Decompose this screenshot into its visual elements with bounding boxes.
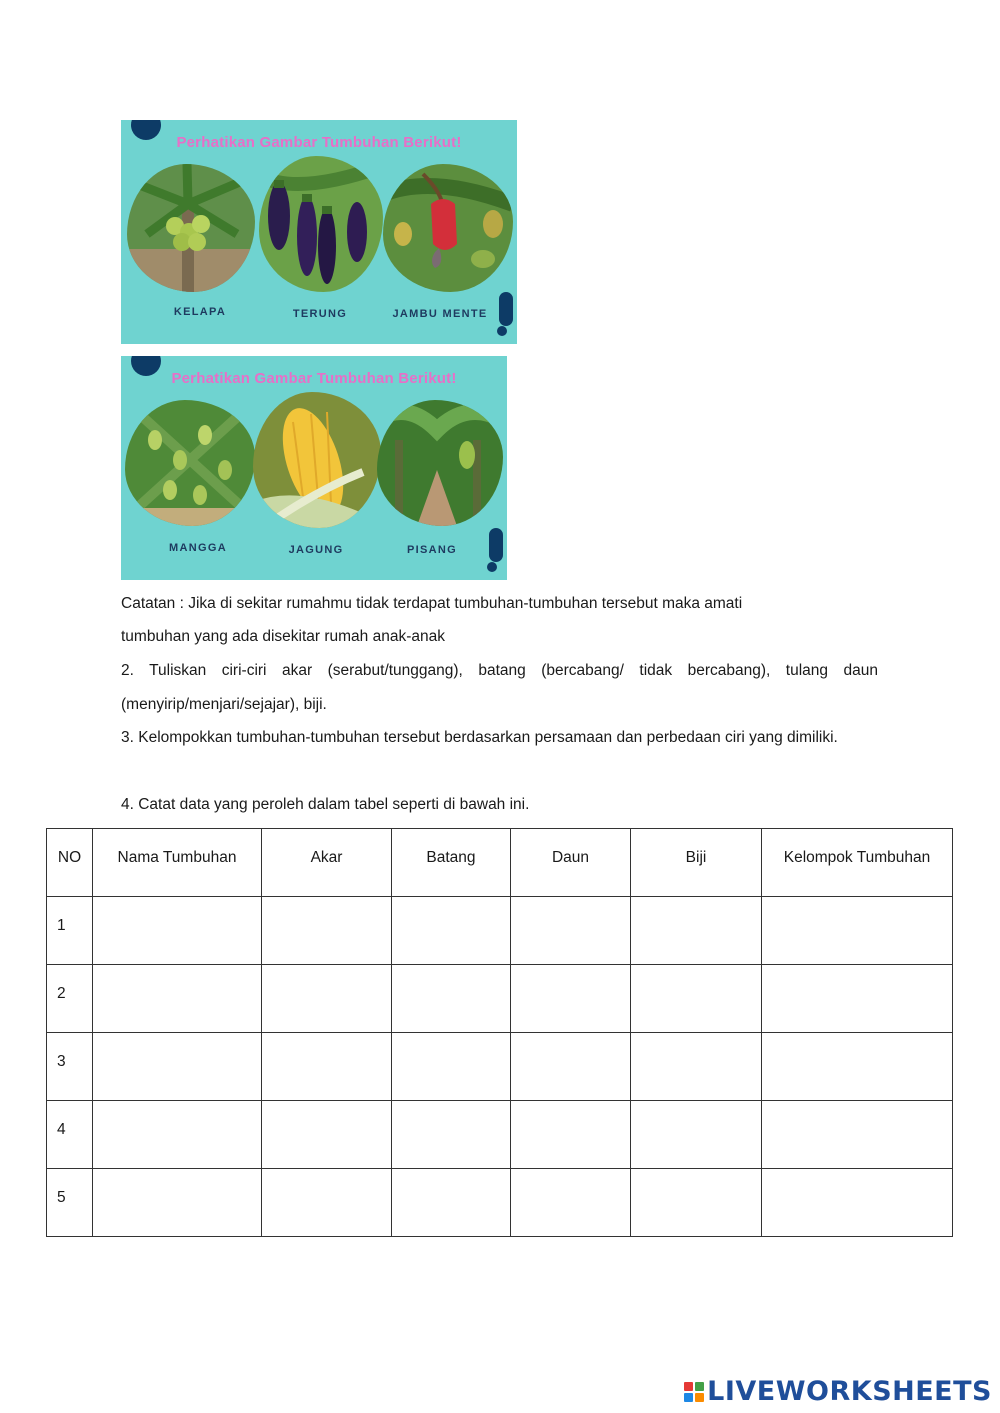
cell-daun[interactable] [511,897,631,965]
note-line-1: Catatan : Jika di sekitar rumahmu tidak terdapat tumbuhan-tumbuhan tersebut maka amati [121,595,743,612]
header-biji: Biji [631,829,762,897]
cell-batang[interactable] [392,1101,511,1169]
banana-photo [377,400,503,526]
plant-label: MANGGA [169,542,227,554]
cell-akar[interactable] [262,965,392,1033]
header-kelompok-tumbuhan: Kelompok Tumbuhan [762,829,953,897]
instruction-2: 2. Tuliskan ciri-ciri akar (serabut/tunggang), batang (bercabang/ tidak bercabang), tulang daun (menyirip/menjari/sejajar), biji. [121,662,878,713]
decor-shape [489,528,503,562]
table-row [47,897,953,965]
table-row [47,965,953,1033]
cell-batang[interactable] [392,965,511,1033]
logo-text: LIVEWORKSHEETS [707,1376,992,1407]
cell-biji[interactable] [631,1033,762,1101]
cell-daun[interactable] [511,965,631,1033]
cell-daun[interactable] [511,1169,631,1237]
cell-akar[interactable] [262,1033,392,1101]
cell-nama-tumbuhan[interactable] [93,1033,262,1101]
plant-label: TERUNG [292,308,348,320]
banner-title: Perhatikan Gambar Tumbuhan Berikut! [176,134,462,151]
plant-label: PISANG [407,544,457,556]
cell-akar[interactable] [262,897,392,965]
cell-nama-tumbuhan[interactable] [93,897,262,965]
cashew-photo [383,164,513,292]
header-no: NO [47,829,93,897]
logo-squares-icon [684,1382,704,1402]
cell-akar[interactable] [262,1169,392,1237]
cell-biji[interactable] [631,1169,762,1237]
cell-biji[interactable] [631,897,762,965]
cell-biji[interactable] [631,965,762,1033]
instruction-4: 4. Catat data yang peroleh dalam tabel seperti di bawah ini. [121,796,530,813]
cell-kelompok[interactable] [762,1169,953,1237]
plant-banner-2 [121,356,507,580]
cell-batang[interactable] [392,1169,511,1237]
cell-kelompok[interactable] [762,1101,953,1169]
cell-nama-tumbuhan[interactable] [93,1101,262,1169]
table-row [47,1101,953,1169]
decor-dot [487,562,497,572]
row-number: 3 [47,1033,93,1101]
table-row [47,1033,953,1101]
row-number: 5 [47,1169,93,1237]
cell-biji[interactable] [631,1101,762,1169]
cell-daun[interactable] [511,1101,631,1169]
cell-batang[interactable] [392,897,511,965]
row-number: 2 [47,965,93,1033]
header-akar: Akar [262,829,392,897]
cell-nama-tumbuhan[interactable] [93,965,262,1033]
plant-label: JAMBU MENTE [392,308,488,320]
eggplant-photo [259,156,383,292]
corn-photo [253,392,381,528]
plant-label: KELAPA [173,306,227,318]
row-number: 1 [47,897,93,965]
note-line-2: tumbuhan yang ada disekitar rumah anak-anak [121,628,445,645]
plant-banner-1 [121,120,517,344]
instruction-3: 3. Kelompokkan tumbuhan-tumbuhan tersebut berdasarkan persamaan dan perbedaan ciri yang dimiliki. [121,729,838,746]
table-row [47,1169,953,1237]
cell-kelompok[interactable] [762,1033,953,1101]
decor-shape [499,292,513,326]
cell-akar[interactable] [262,1101,392,1169]
cell-batang[interactable] [392,1033,511,1101]
cell-daun[interactable] [511,1033,631,1101]
cell-kelompok[interactable] [762,965,953,1033]
cell-nama-tumbuhan[interactable] [93,1169,262,1237]
plant-label: JAGUNG [288,544,344,556]
header-daun: Daun [511,829,631,897]
table-header-row [47,829,953,897]
header-batang: Batang [392,829,511,897]
row-number: 4 [47,1101,93,1169]
decor-dot [497,326,507,336]
observation-table [46,828,953,1237]
header-nama-tumbuhan: Nama Tumbuhan [93,829,262,897]
coconut-photo [127,164,255,292]
cell-kelompok[interactable] [762,897,953,965]
mango-photo [125,400,255,526]
liveworksheets-logo [684,1376,992,1407]
banner-title: Perhatikan Gambar Tumbuhan Berikut! [171,370,457,387]
